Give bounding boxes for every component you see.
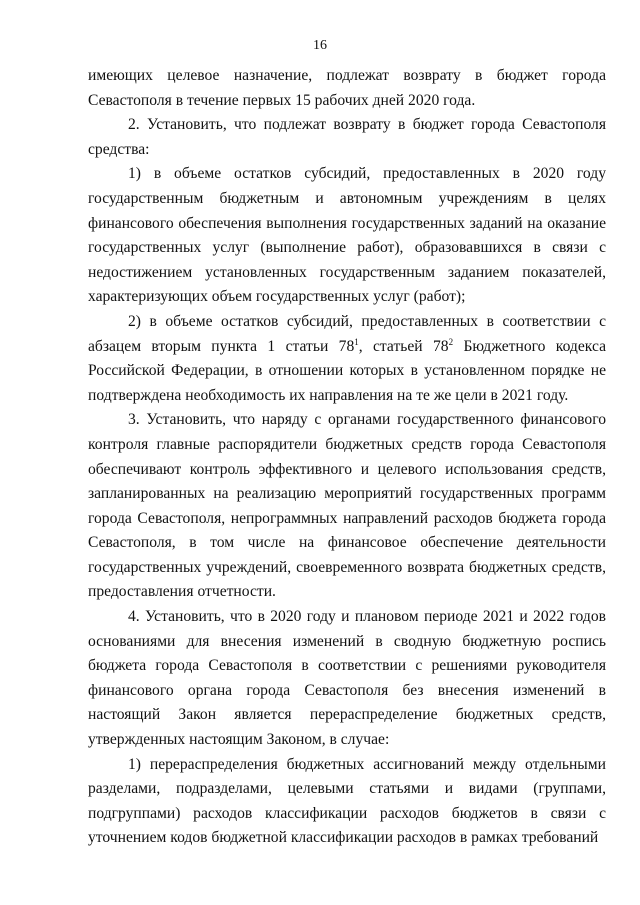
paragraph-continuation: имеющих целевое назначение, подлежат возврату в бюджет города Севастополя в течение первых 15 рабочих дней 2020 года.	[88, 67, 606, 109]
document-body	[88, 64, 606, 851]
paragraph-subitem-2-2	[88, 310, 606, 408]
paragraph-subitem-2-2-text-a: 2) в объеме остатков субсидий, предоставленных в соответствии с абзацем вторым пункта 1 статьи 78	[88, 312, 606, 355]
superscript-2: 2	[448, 336, 454, 347]
paragraph-item-3: 3. Установить, что наряду с органами государственного финансового контроля главные распорядители бюджетных средств города Севастополя обеспечивают контроль эффективного и целевого использования средств, запланированных на реализацию мероприятий государственных программ города Севастополя, непрограммных направлений расходов бюджета города Севастополя, в том числе на финансовое обеспечение деятельности государственных учреждений, своевременного возврата бюджетных средств, предоставления отчетности.	[88, 411, 606, 601]
superscript-1: 1	[354, 336, 359, 347]
paragraph-item-2: 2. Установить, что подлежат возврату в бюджет города Севастополя средства:	[88, 116, 606, 158]
paragraph-subitem-2-2-text-b: , статьей 78	[358, 337, 449, 355]
paragraph-subitem-4-1: 1) перераспределения бюджетных ассигнований между отдельными разделами, подразделами, целевыми статьями и видами (группами, подгруппами) расходов классификации расходов бюджетов в связи с уточнением кодов бюджетной классификации расходов в рамках требований	[88, 755, 606, 847]
page-number: 16	[313, 38, 327, 53]
paragraph-subitem-2-2-text-c: Бюджетного кодекса Российской Федерации, в отношении которых в установленном порядке не подтверждена необходимость их направления на те же цели в 2021 году.	[88, 337, 606, 404]
paragraph-item-4: 4. Установить, что в 2020 году и плановом периоде 2021 и 2022 годов основаниями для внесения изменений в сводную бюджетную роспись бюджета города Севастополя в соответствии с решениями руководителя финансового органа города Севастополя без внесения изменений в настоящий Закон является перераспределение бюджетных средств, утвержденных настоящим Законом, в случае:	[88, 608, 606, 749]
paragraph-subitem-2-1: 1) в объеме остатков субсидий, предоставленных в 2020 году государственным бюджетным и автономным учреждениям в целях финансового обеспечения выполнения государственных заданий на оказание государственных услуг (выполнение работ), образовавшихся в связи с недостижением установленных государственным заданием показателей, характеризующих объем государственных услуг (работ);	[88, 165, 606, 306]
